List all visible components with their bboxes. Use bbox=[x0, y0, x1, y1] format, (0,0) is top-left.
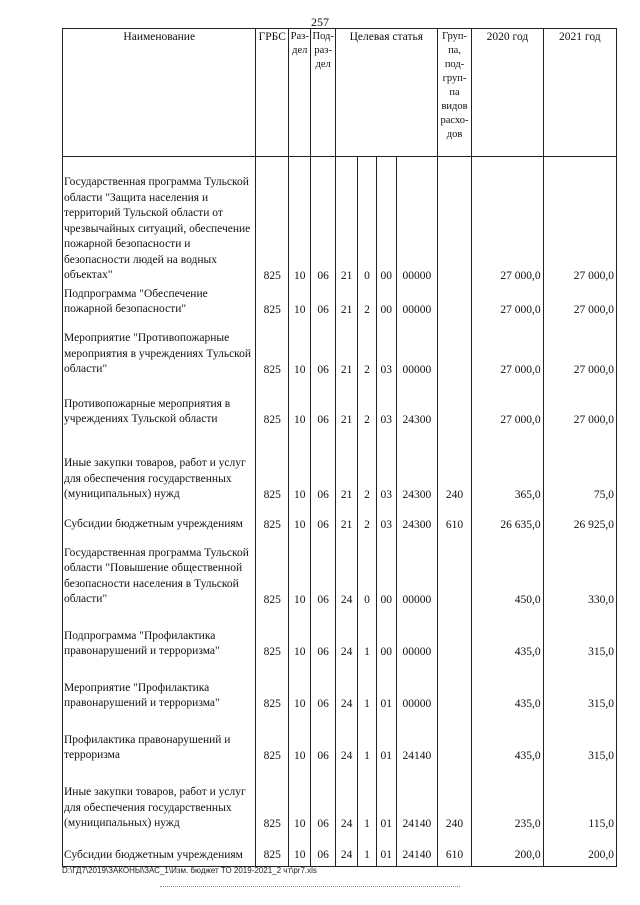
row-target-program: 24 bbox=[335, 663, 357, 715]
header-name: Наименование bbox=[63, 29, 256, 157]
row-target-program: 21 bbox=[335, 506, 357, 536]
footer-divider bbox=[160, 886, 460, 888]
row-target-code: 00000 bbox=[396, 536, 437, 611]
row-amount-2021: 75,0 bbox=[543, 431, 616, 506]
row-target-code: 00000 bbox=[396, 611, 437, 663]
row-name: Противопожарные мероприятия в учреждениях Тульской области bbox=[63, 381, 256, 431]
row-target-code: 24140 bbox=[396, 767, 437, 835]
row-razdel: 10 bbox=[289, 157, 311, 287]
row-target-subprogram: 1 bbox=[358, 663, 376, 715]
row-target-event: 03 bbox=[376, 321, 396, 381]
row-grbs: 825 bbox=[256, 611, 289, 663]
header-grbs: ГРБС bbox=[256, 29, 289, 157]
row-name: Субсидии бюджетным учреждениям bbox=[63, 506, 256, 536]
row-expense-group bbox=[437, 381, 472, 431]
row-amount-2020: 435,0 bbox=[472, 663, 543, 715]
row-expense-group bbox=[437, 157, 472, 287]
row-target-subprogram: 1 bbox=[358, 767, 376, 835]
row-expense-group: 240 bbox=[437, 767, 472, 835]
row-target-code: 00000 bbox=[396, 287, 437, 321]
row-target-program: 24 bbox=[335, 536, 357, 611]
row-target-code: 24140 bbox=[396, 715, 437, 767]
row-amount-2020: 27 000,0 bbox=[472, 321, 543, 381]
row-amount-2021: 315,0 bbox=[543, 663, 616, 715]
row-expense-group bbox=[437, 663, 472, 715]
row-target-code: 24300 bbox=[396, 506, 437, 536]
row-amount-2021: 315,0 bbox=[543, 715, 616, 767]
table-row bbox=[63, 321, 617, 381]
budget-table bbox=[62, 28, 617, 867]
table-row bbox=[63, 663, 617, 715]
row-target-program: 21 bbox=[335, 321, 357, 381]
row-amount-2021: 315,0 bbox=[543, 611, 616, 663]
row-amount-2021: 27 000,0 bbox=[543, 157, 616, 287]
row-target-subprogram: 2 bbox=[358, 321, 376, 381]
row-target-program: 24 bbox=[335, 835, 357, 867]
row-target-event: 00 bbox=[376, 536, 396, 611]
row-name: Иные закупки товаров, работ и услуг для обеспечения государственных (муниципальных) нужд bbox=[63, 431, 256, 506]
row-grbs: 825 bbox=[256, 835, 289, 867]
row-grbs: 825 bbox=[256, 157, 289, 287]
row-grbs: 825 bbox=[256, 767, 289, 835]
row-amount-2020: 435,0 bbox=[472, 611, 543, 663]
row-razdel: 10 bbox=[289, 835, 311, 867]
row-target-event: 00 bbox=[376, 611, 396, 663]
row-target-event: 00 bbox=[376, 287, 396, 321]
row-amount-2021: 330,0 bbox=[543, 536, 616, 611]
row-podrazdel: 06 bbox=[311, 506, 335, 536]
row-name: Подпрограмма "Обеспечение пожарной безопасности" bbox=[63, 287, 256, 321]
row-target-subprogram: 0 bbox=[358, 157, 376, 287]
row-podrazdel: 06 bbox=[311, 381, 335, 431]
row-podrazdel: 06 bbox=[311, 835, 335, 867]
row-target-event: 01 bbox=[376, 663, 396, 715]
row-target-code: 00000 bbox=[396, 321, 437, 381]
row-name: Государственная программа Тульской области "Защита населения и территорий Тульской области от чрезвычайных ситуаций, обеспечение пожарной безопасности и безопасности людей на водных объектах" bbox=[63, 157, 256, 287]
row-target-program: 21 bbox=[335, 431, 357, 506]
header-razdel: Раз-дел bbox=[289, 29, 311, 157]
row-razdel: 10 bbox=[289, 381, 311, 431]
row-target-program: 21 bbox=[335, 381, 357, 431]
row-grbs: 825 bbox=[256, 536, 289, 611]
row-target-event: 01 bbox=[376, 835, 396, 867]
row-podrazdel: 06 bbox=[311, 663, 335, 715]
row-amount-2020: 435,0 bbox=[472, 715, 543, 767]
footer-file-path: D:\ГД7\2019\ЗАКОНЫ\ЗАС_1\Изм. бюджет ТО 2019-2021_2 чт\pr7.xls bbox=[62, 866, 317, 875]
header-2020: 2020 год bbox=[472, 29, 543, 157]
row-grbs: 825 bbox=[256, 715, 289, 767]
row-expense-group: 240 bbox=[437, 431, 472, 506]
row-target-code: 24300 bbox=[396, 381, 437, 431]
row-target-subprogram: 1 bbox=[358, 715, 376, 767]
row-target-code: 00000 bbox=[396, 157, 437, 287]
row-target-program: 24 bbox=[335, 715, 357, 767]
row-target-program: 24 bbox=[335, 767, 357, 835]
table-row bbox=[63, 157, 617, 287]
row-amount-2020: 27 000,0 bbox=[472, 381, 543, 431]
row-name: Субсидии бюджетным учреждениям bbox=[63, 835, 256, 867]
row-razdel: 10 bbox=[289, 663, 311, 715]
row-razdel: 10 bbox=[289, 715, 311, 767]
table-row bbox=[63, 506, 617, 536]
row-target-subprogram: 0 bbox=[358, 536, 376, 611]
row-target-subprogram: 2 bbox=[358, 381, 376, 431]
row-name: Государственная программа Тульской области "Повышение общественной безопасности населения в Тульской области" bbox=[63, 536, 256, 611]
row-target-code: 24300 bbox=[396, 431, 437, 506]
table-row bbox=[63, 287, 617, 321]
row-grbs: 825 bbox=[256, 287, 289, 321]
row-target-code: 24140 bbox=[396, 835, 437, 867]
row-amount-2020: 26 635,0 bbox=[472, 506, 543, 536]
row-expense-group: 610 bbox=[437, 506, 472, 536]
row-podrazdel: 06 bbox=[311, 287, 335, 321]
row-grbs: 825 bbox=[256, 663, 289, 715]
row-expense-group bbox=[437, 287, 472, 321]
header-2021: 2021 год bbox=[543, 29, 616, 157]
row-name: Мероприятие "Профилактика правонарушений и терроризма" bbox=[63, 663, 256, 715]
row-podrazdel: 06 bbox=[311, 431, 335, 506]
row-razdel: 10 bbox=[289, 431, 311, 506]
table-row bbox=[63, 611, 617, 663]
page-number: 257 bbox=[311, 15, 329, 29]
row-amount-2020: 200,0 bbox=[472, 835, 543, 867]
row-expense-group bbox=[437, 536, 472, 611]
row-podrazdel: 06 bbox=[311, 715, 335, 767]
row-amount-2020: 27 000,0 bbox=[472, 157, 543, 287]
row-name: Профилактика правонарушений и терроризма bbox=[63, 715, 256, 767]
row-razdel: 10 bbox=[289, 767, 311, 835]
table-row bbox=[63, 715, 617, 767]
row-target-program: 24 bbox=[335, 611, 357, 663]
row-name: Подпрограмма "Профилактика правонарушений и терроризма" bbox=[63, 611, 256, 663]
row-target-subprogram: 2 bbox=[358, 506, 376, 536]
table-row bbox=[63, 767, 617, 835]
row-target-code: 00000 bbox=[396, 663, 437, 715]
row-expense-group bbox=[437, 611, 472, 663]
row-amount-2021: 26 925,0 bbox=[543, 506, 616, 536]
table-row bbox=[63, 381, 617, 431]
row-target-subprogram: 1 bbox=[358, 835, 376, 867]
row-amount-2020: 450,0 bbox=[472, 536, 543, 611]
row-podrazdel: 06 bbox=[311, 767, 335, 835]
header-group: Груп-па, под-груп-па видов расхо-дов bbox=[437, 29, 472, 157]
row-podrazdel: 06 bbox=[311, 157, 335, 287]
header-podrazdel: Под-раз-дел bbox=[311, 29, 335, 157]
row-target-program: 21 bbox=[335, 287, 357, 321]
row-podrazdel: 06 bbox=[311, 321, 335, 381]
row-target-event: 03 bbox=[376, 431, 396, 506]
table-row bbox=[63, 536, 617, 611]
header-row bbox=[63, 29, 617, 157]
row-target-event: 00 bbox=[376, 157, 396, 287]
row-razdel: 10 bbox=[289, 506, 311, 536]
row-amount-2020: 235,0 bbox=[472, 767, 543, 835]
row-razdel: 10 bbox=[289, 611, 311, 663]
row-target-subprogram: 2 bbox=[358, 287, 376, 321]
row-name: Мероприятие "Противопожарные мероприятия в учреждениях Тульской области" bbox=[63, 321, 256, 381]
row-expense-group bbox=[437, 321, 472, 381]
row-podrazdel: 06 bbox=[311, 611, 335, 663]
row-expense-group bbox=[437, 715, 472, 767]
row-amount-2020: 365,0 bbox=[472, 431, 543, 506]
row-target-program: 21 bbox=[335, 157, 357, 287]
row-grbs: 825 bbox=[256, 431, 289, 506]
row-amount-2021: 27 000,0 bbox=[543, 321, 616, 381]
row-grbs: 825 bbox=[256, 381, 289, 431]
row-amount-2021: 27 000,0 bbox=[543, 287, 616, 321]
row-grbs: 825 bbox=[256, 506, 289, 536]
row-target-event: 03 bbox=[376, 506, 396, 536]
row-target-event: 01 bbox=[376, 767, 396, 835]
row-amount-2021: 115,0 bbox=[543, 767, 616, 835]
row-expense-group: 610 bbox=[437, 835, 472, 867]
table-row bbox=[63, 431, 617, 506]
table-row bbox=[63, 835, 617, 867]
row-podrazdel: 06 bbox=[311, 536, 335, 611]
row-amount-2020: 27 000,0 bbox=[472, 287, 543, 321]
row-target-event: 03 bbox=[376, 381, 396, 431]
row-amount-2021: 27 000,0 bbox=[543, 381, 616, 431]
row-target-subprogram: 1 bbox=[358, 611, 376, 663]
row-name: Иные закупки товаров, работ и услуг для обеспечения государственных (муниципальных) нужд bbox=[63, 767, 256, 835]
row-razdel: 10 bbox=[289, 321, 311, 381]
row-amount-2021: 200,0 bbox=[543, 835, 616, 867]
row-target-event: 01 bbox=[376, 715, 396, 767]
row-razdel: 10 bbox=[289, 287, 311, 321]
row-razdel: 10 bbox=[289, 536, 311, 611]
row-target-subprogram: 2 bbox=[358, 431, 376, 506]
header-target: Целевая статья bbox=[335, 29, 437, 157]
row-grbs: 825 bbox=[256, 321, 289, 381]
